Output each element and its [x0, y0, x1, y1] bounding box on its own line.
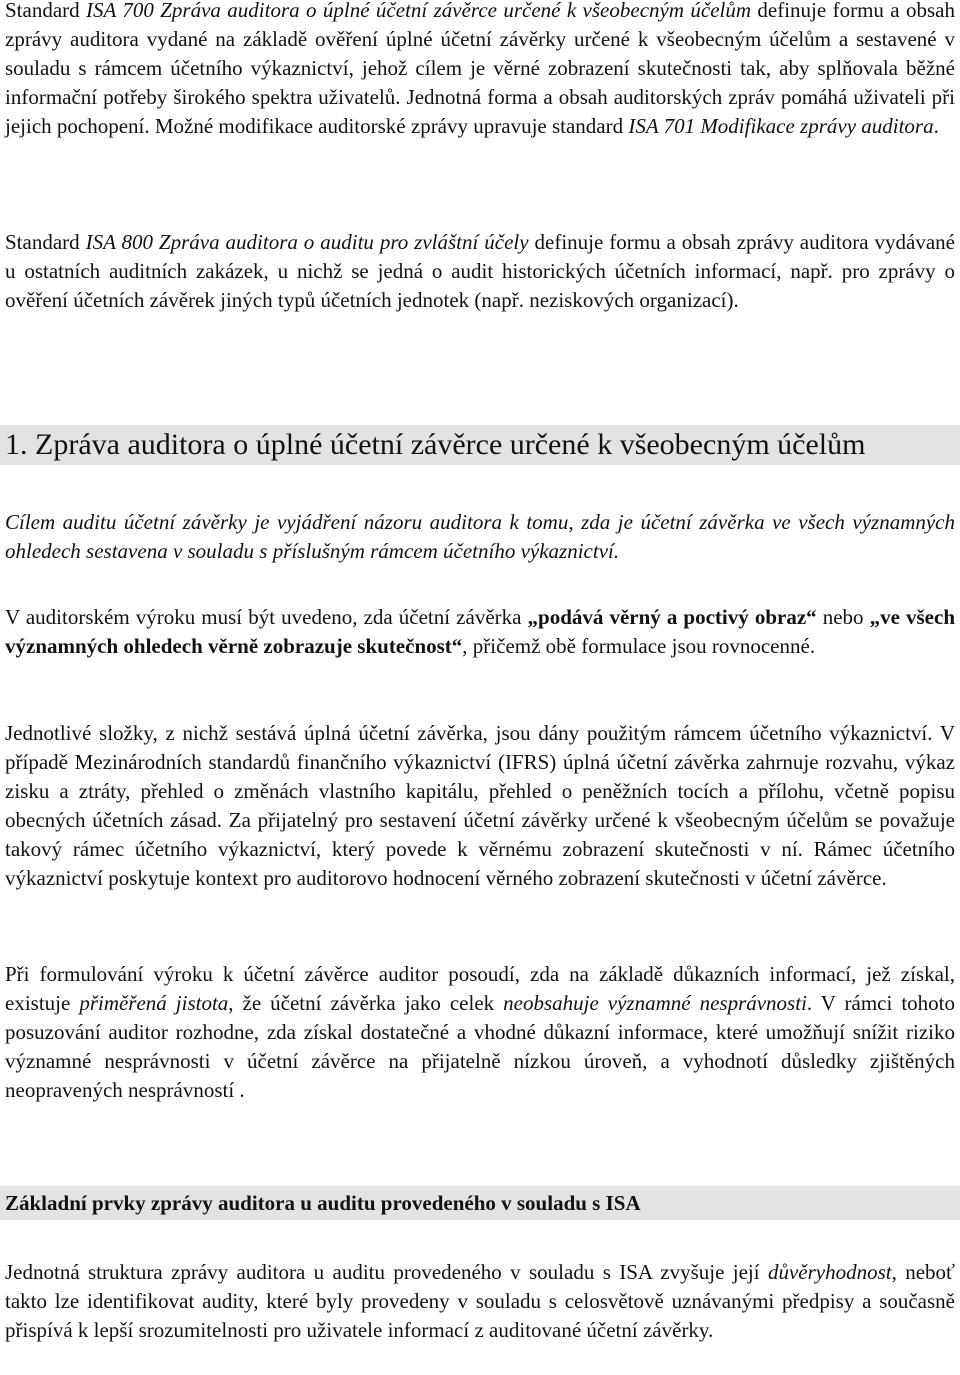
paragraph-audit-goal [5, 508, 955, 566]
standard-title-isa-700: ISA 700 Zpráva auditora o úplné účetní závěrce určené k všeobecným účelům [86, 0, 752, 22]
text: Standard [5, 230, 86, 254]
text: , že účetní závěrka jako celek [228, 991, 504, 1015]
standard-title-isa-701: ISA 701 Modifikace zprávy auditora [628, 114, 934, 138]
text: nebo [816, 605, 870, 629]
paragraph-opinion-formulation [5, 960, 955, 1105]
paragraph-report-structure [5, 1258, 955, 1345]
text: , přičemž obě formulace jsou rovnocenné. [462, 634, 816, 658]
bold-phrase: „podává věrný a poctivý obraz“ [527, 605, 817, 629]
standard-title-isa-800: ISA 800 Zpráva auditora o auditu pro zvláštní účely [85, 230, 529, 254]
text: Cílem auditu účetní závěrky je vyjádření názoru auditora k tomu, zda je účetní závěrka ve všech významných ohledech sestavena v souladu s příslušným rámcem účetního výkaznictví. [5, 510, 955, 563]
text: Standard [5, 0, 87, 22]
paragraph-audit-opinion [5, 603, 955, 661]
text: . [933, 114, 939, 138]
section-heading-2: Základní prvky zprávy auditora u auditu provedeného v souladu s ISA [0, 1186, 960, 1220]
paragraph-financial-statement-components: Jednotlivé složky, z nichž sestává úplná účetní závěrka, jsou dány použitým rámcem účetního výkaznictví. V případě Mezinárodních standardů finančního výkaznictví (IFRS) úplná účetní závěrka zahrnuje rozvahu, výkaz zisku a ztráty, přehled o změnách vlastního kapitálu, přehled o peněžních tocích a přílohu, včetně popisu obecných účetních zásad. Za přijatelný pro sestavení účetní závěrky určené k všeobecným účelům se považuje takový rámec účetního výkaznictví, který povede k věrnému zobrazení skutečnosti v ní. Rámec účetního výkaznictví poskytuje kontext pro auditorovo hodnocení věrného zobrazení skutečnosti v účetní závěrce. [5, 721, 955, 890]
text: Jednotná struktura zprávy auditora u auditu provedeného v souladu s ISA zvyšuje její [5, 1260, 768, 1284]
section-heading-1: 1. Zpráva auditora o úplné účetní závěrce určené k všeobecným účelům [0, 425, 960, 465]
paragraph-isa-800 [5, 228, 955, 315]
italic-phrase: neobsahuje významné nesprávnosti [503, 991, 807, 1015]
bold-phrase: „ve všech významných ohledech věrně zobrazuje skutečnost“ [5, 605, 955, 658]
italic-phrase: důvěryhodnost [767, 1260, 892, 1284]
text: . V rámci tohoto posuzování auditor rozhodne, zda získal dostatečné a vhodné důkazní informace, které umožňují snížit riziko významné nesprávnosti v účetní závěrce na přijatelně nízkou úroveň, a vyhodnotí důsledky zjištěných neopravených nesprávností . [5, 991, 955, 1102]
text: definuje formu a obsah zprávy auditora vydávané u ostatních auditních zakázek, u nichž se jedná o audit historických účetních informací, např. pro zprávy o ověření účetních závěrek jiných typů účetních jednotek (např. neziskových organizací). [5, 230, 956, 312]
text: definuje formu a obsah zprávy auditora vydané na základě ověření úplné účetní závěrky určené k všeobecným účelům a sestavené v souladu s rámcem účetního výkaznictví, jehož cílem je věrné zobrazení skutečnosti tak, aby splňovala běžné informační potřeby širokého spektra uživatelů. Jednotná forma a obsah auditorských zpráv pomáhá uživateli při jejich pochopení. Možné modifikace auditorské zprávy upravuje standard [5, 0, 955, 138]
text: V auditorském výroku musí být uvedeno, zda účetní závěrka [5, 605, 528, 629]
paragraph-isa-700 [5, 0, 955, 141]
text: Při formulování výroku k účetní závěrce auditor posoudí, zda na základě důkazních informací, jež získal, existuje [5, 962, 955, 1015]
italic-phrase: přiměřená jistota [79, 991, 229, 1015]
text: , neboť takto lze identifikovat audity, které byly provedeny v souladu s celosvětově uznávanými předpisy a současně přispívá k lepší srozumitelnosti pro uživatele informací z auditované účetní závěrky. [5, 1260, 955, 1342]
